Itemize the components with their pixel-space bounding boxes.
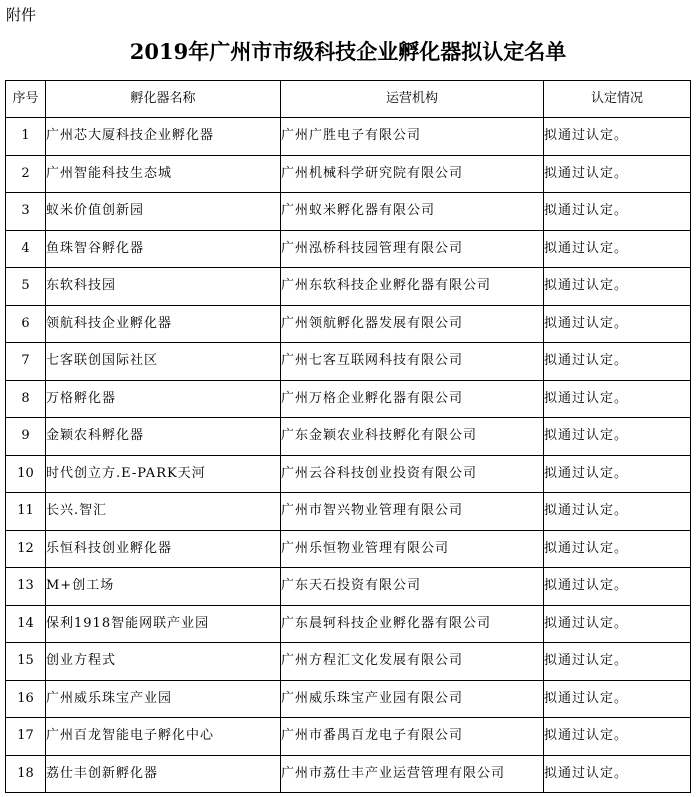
column-header-incubator-name: 孵化器名称 [46,81,281,118]
table-body [6,118,691,793]
column-header-number: 序号 [6,81,46,118]
column-header-operator: 运营机构 [281,81,544,118]
incubator-name: 金颖农科孵化器 [46,418,281,456]
operator-name: 广东天石投资有限公司 [281,568,544,606]
operator-name: 广州乐恒物业管理有限公司 [281,530,544,568]
row-number: 7 [6,343,46,381]
row-number: 16 [6,680,46,718]
operator-name: 广州市荔仕丰产业运营管理有限公司 [281,755,544,793]
incubator-name: 领航科技企业孵化器 [46,305,281,343]
approval-status: 拟通过认定。 [544,343,691,381]
approval-status: 拟通过认定。 [544,193,691,231]
operator-name: 广州七客互联网科技有限公司 [281,343,544,381]
incubator-table [5,80,691,793]
table-row [6,718,691,756]
approval-status: 拟通过认定。 [544,118,691,156]
table-row [6,193,691,231]
operator-name: 广州威乐珠宝产业园有限公司 [281,680,544,718]
operator-name: 广州机械科学研究院有限公司 [281,155,544,193]
incubator-name: 广州芯大厦科技企业孵化器 [46,118,281,156]
approval-status: 拟通过认定。 [544,718,691,756]
approval-status: 拟通过认定。 [544,418,691,456]
approval-status: 拟通过认定。 [544,455,691,493]
incubator-name: 乐恒科技创业孵化器 [46,530,281,568]
column-header-status: 认定情况 [544,81,691,118]
table-row [6,380,691,418]
approval-status: 拟通过认定。 [544,755,691,793]
table-row [6,643,691,681]
operator-name: 广州蚁米孵化器有限公司 [281,193,544,231]
row-number: 14 [6,605,46,643]
incubator-name: 时代创立方.E-PARK天河 [46,455,281,493]
incubator-name: 广州威乐珠宝产业园 [46,680,281,718]
attachment-label: 附件 [6,6,37,24]
operator-name: 广州方程汇文化发展有限公司 [281,643,544,681]
row-number: 15 [6,643,46,681]
table-row [6,455,691,493]
incubator-name: 荔仕丰创新孵化器 [46,755,281,793]
table-row [6,343,691,381]
approval-status: 拟通过认定。 [544,230,691,268]
approval-status: 拟通过认定。 [544,305,691,343]
approval-status: 拟通过认定。 [544,643,691,681]
approval-status: 拟通过认定。 [544,493,691,531]
row-number: 3 [6,193,46,231]
incubator-name: 创业方程式 [46,643,281,681]
table-row [6,568,691,606]
row-number: 1 [6,118,46,156]
table-row [6,268,691,306]
approval-status: 拟通过认定。 [544,268,691,306]
operator-name: 广州领航孵化器发展有限公司 [281,305,544,343]
approval-status: 拟通过认定。 [544,380,691,418]
row-number: 9 [6,418,46,456]
incubator-name: 长兴.智汇 [46,493,281,531]
table-row [6,230,691,268]
table-row [6,305,691,343]
operator-name: 广州市番禺百龙电子有限公司 [281,718,544,756]
incubator-name: 七客联创国际社区 [46,343,281,381]
approval-status: 拟通过认定。 [544,155,691,193]
operator-name: 广东晨轲科技企业孵化器有限公司 [281,605,544,643]
table-row [6,605,691,643]
row-number: 17 [6,718,46,756]
row-number: 6 [6,305,46,343]
operator-name: 广州万格企业孵化器有限公司 [281,380,544,418]
table-header [6,81,691,118]
table-row [6,680,691,718]
row-number: 4 [6,230,46,268]
row-number: 8 [6,380,46,418]
table-row [6,493,691,531]
operator-name: 广州泓桥科技园管理有限公司 [281,230,544,268]
operator-name: 广州东软科技企业孵化器有限公司 [281,268,544,306]
operator-name: 广东金颖农业科技孵化有限公司 [281,418,544,456]
incubator-name: 万格孵化器 [46,380,281,418]
table-row [6,155,691,193]
table-row [6,755,691,793]
document-title: 2019年广州市市级科技企业孵化器拟认定名单 [129,39,567,64]
incubator-name: 保利1918智能网联产业园 [46,605,281,643]
incubator-name: 广州智能科技生态城 [46,155,281,193]
incubator-name: 蚁米价值创新园 [46,193,281,231]
row-number: 18 [6,755,46,793]
row-number: 10 [6,455,46,493]
table-row [6,418,691,456]
operator-name: 广州市智兴物业管理有限公司 [281,493,544,531]
incubator-name: 鱼珠智谷孵化器 [46,230,281,268]
operator-name: 广州云谷科技创业投资有限公司 [281,455,544,493]
row-number: 5 [6,268,46,306]
approval-status: 拟通过认定。 [544,530,691,568]
row-number: 12 [6,530,46,568]
header-row [6,81,691,118]
approval-status: 拟通过认定。 [544,680,691,718]
approval-status: 拟通过认定。 [544,605,691,643]
incubator-name: 东软科技园 [46,268,281,306]
operator-name: 广州广胜电子有限公司 [281,118,544,156]
row-number: 2 [6,155,46,193]
row-number: 13 [6,568,46,606]
incubator-name: 广州百龙智能电子孵化中心 [46,718,281,756]
row-number: 11 [6,493,46,531]
incubator-name: M+创工场 [46,568,281,606]
table-row [6,530,691,568]
approval-status: 拟通过认定。 [544,568,691,606]
table-row [6,118,691,156]
